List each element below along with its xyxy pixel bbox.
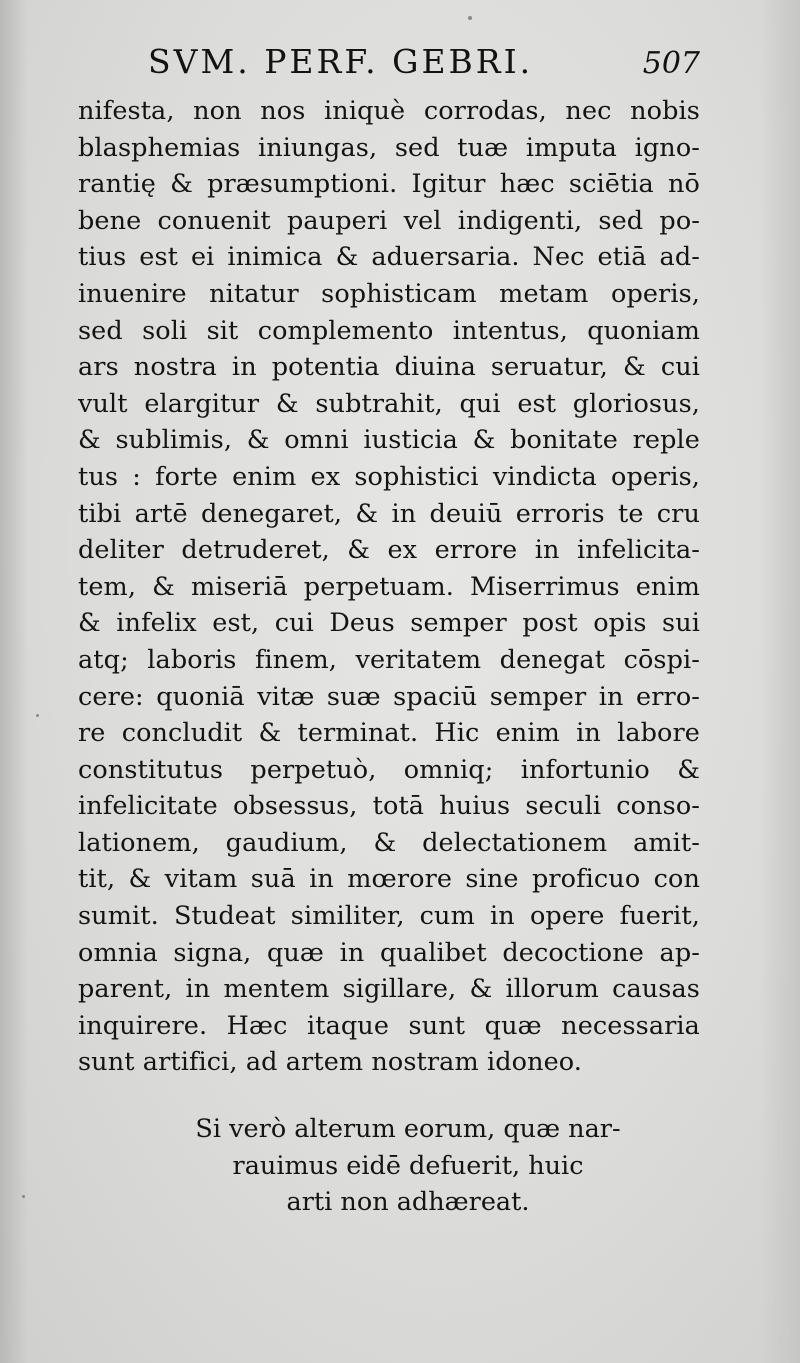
closing-paragraph — [78, 1111, 738, 1221]
text-line: constitutus perpetuò, omniq; infortunio & — [78, 754, 700, 785]
page-number: 507 — [642, 46, 700, 81]
closing-line: Si verò alterum eorum, quæ nar- — [195, 1114, 621, 1144]
closing-line: rauimus eidē defuerit, huic — [232, 1150, 584, 1181]
gutter-shadow — [0, 0, 28, 1363]
text-line: & sublimis, & omni iusticia & bonitate reple — [78, 425, 700, 456]
text-line: bene conuenit pauperi vel indigenti, sed po- — [78, 205, 700, 236]
text-line: sumit. Studeat similiter, cum in opere fuerit, — [78, 901, 700, 932]
ink-speck — [468, 16, 472, 20]
text-line: inquirere. Hæc itaque sunt quæ necessaria — [78, 1010, 700, 1041]
text-line: & infelix est, cui Deus semper post opis sui — [78, 608, 700, 639]
text-line: tius est ei inimica & aduersaria. Nec etiā ad- — [78, 242, 700, 273]
text-line: nifesta, non nos iniquè corrodas, nec nobis — [78, 96, 700, 126]
text-line: re concludit & terminat. Hic enim in labore — [78, 718, 700, 749]
text-line: cere: quoniā vitæ suæ spaciū semper in erro- — [78, 681, 700, 712]
text-line: vult elargitur & subtrahit, qui est gloriosus, — [78, 388, 700, 419]
text-line: parent, in mentem sigillare, & illorum causas — [78, 974, 700, 1005]
text-line: inuenire nitatur sophisticam metam operis, — [78, 278, 700, 309]
running-head: SVM. PERF. GEBRI. — [148, 42, 534, 81]
body-text — [78, 93, 700, 1081]
text-line: rantię & præsumptioni. Igitur hæc sciētia nō — [78, 169, 700, 200]
text-line: atq; laboris finem, veritatem denegat cōspi- — [78, 644, 700, 675]
text-line: tem, & miseriā perpetuam. Miserrimus enim — [78, 571, 700, 602]
text-line: lationem, gaudium, & delectationem amit- — [78, 827, 700, 858]
page-edge-shadow — [760, 0, 800, 1363]
text-line: omnia signa, quæ in qualibet decoctione ap- — [78, 937, 700, 968]
text-line: infelicitate obsessus, totā huius seculi conso- — [78, 791, 700, 822]
text-line: ars nostra in potentia diuina seruatur, & cui — [78, 352, 700, 383]
text-line: tit, & vitam suā in mœrore sine proficuo con — [78, 864, 700, 895]
ink-speck — [22, 1195, 25, 1198]
closing-line: arti non adhæreat. — [286, 1187, 530, 1218]
text-line: sunt artifici, ad artem nostram idoneo. — [78, 1047, 583, 1078]
ink-speck — [36, 714, 39, 717]
text-line: tibi artē denegaret, & in deuiū erroris te cru — [78, 498, 700, 529]
text-line: sed soli sit complemento intentus, quoniam — [78, 315, 700, 346]
page-header — [148, 38, 708, 88]
text-line: tus : forte enim ex sophistici vindicta operis, — [78, 461, 700, 492]
text-line: blasphemias iniungas, sed tuæ imputa igno- — [78, 132, 700, 163]
text-line: deliter detruderet, & ex errore in infelicita- — [78, 535, 700, 566]
